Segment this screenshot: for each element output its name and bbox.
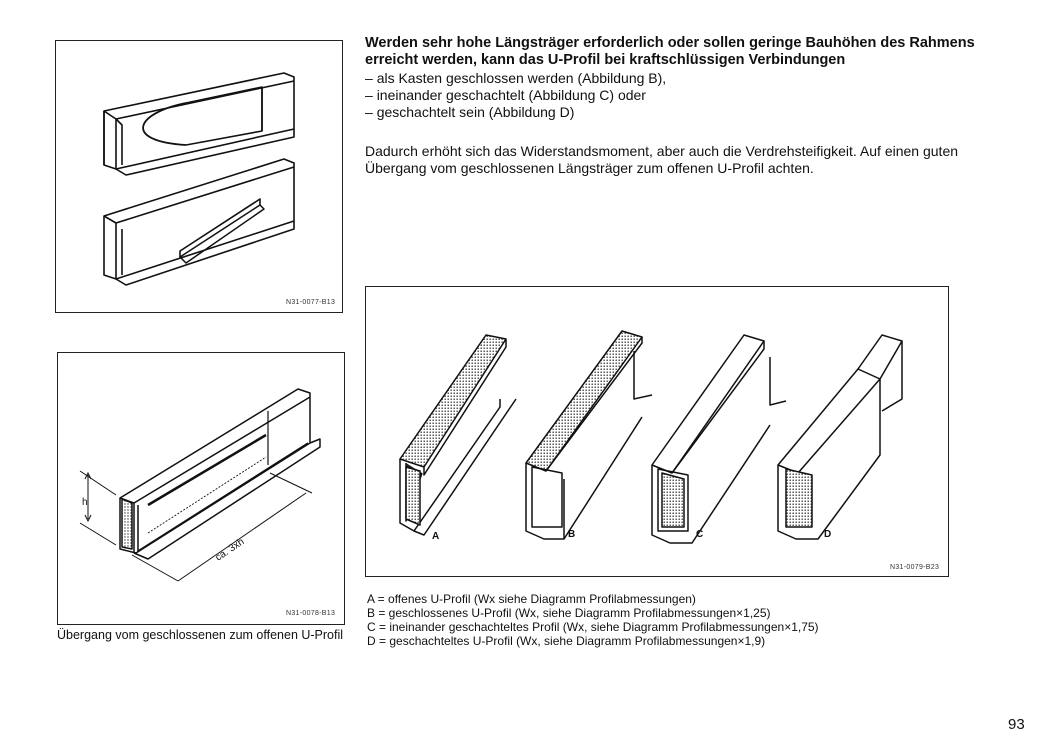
- profile-letter-c: C: [696, 529, 704, 540]
- dimension-h-label: h: [82, 497, 88, 508]
- profile-variants-illustration: [366, 287, 948, 576]
- figure-code: N31-0079-B23: [890, 564, 940, 571]
- legend-item: B = geschlossenes U-Profil (Wx, siehe Diagramm Profilabmessungen×1,25): [367, 606, 771, 620]
- profile-b: [526, 331, 652, 539]
- figure-bottom-left: [57, 352, 345, 625]
- figure-code: N31-0078-B13: [286, 610, 336, 617]
- figure-code: N31-0077-B13: [286, 299, 336, 306]
- figure-top-left: [55, 40, 343, 313]
- section-heading: Werden sehr hohe Längsträger erforderlich oder sollen geringe Bauhöhen des Rahmens erreicht werden, kann das U-Profil bei kraftschlüssigen Verbindungen: [365, 35, 975, 68]
- legend-item: A = offenes U-Profil (Wx siehe Diagramm Profilabmessungen): [367, 592, 696, 606]
- profile-c: [652, 335, 786, 543]
- figure-legend: [367, 592, 987, 648]
- profile-letter-d: D: [824, 529, 832, 540]
- page-number: 93: [1008, 716, 1025, 733]
- bullet-list: [365, 70, 1025, 121]
- profile-d: [778, 335, 902, 539]
- list-item: – ineinander geschachtelt (Abbildung C) oder: [365, 87, 1025, 104]
- body-paragraph: Dadurch erhöht sich das Widerstandsmoment, aber auch die Verdrehsteifigkeit. Auf einen guten Übergang vom geschlossenen Längsträger zum offenen U-Profil achten.: [365, 143, 959, 176]
- figure-right: [365, 286, 949, 577]
- dimension-length-label: ca. 3xh: [213, 536, 247, 564]
- list-item: – geschachtelt sein (Abbildung D): [365, 104, 1025, 121]
- figure-caption: Übergang vom geschlossenen zum offenen U-Profil: [57, 628, 344, 642]
- legend-item: D = geschachteltes U-Profil (Wx, siehe Diagramm Profilabmessungen×1,9): [367, 634, 766, 648]
- profile-letter-b: B: [568, 529, 576, 540]
- profile-a: [400, 335, 516, 535]
- legend-item: C = ineinander geschachteltes Profil (Wx, siehe Diagramm Profilabmessungen×1,75): [367, 620, 819, 634]
- transition-dimension-illustration: [58, 353, 344, 624]
- profile-letter-a: A: [432, 531, 440, 542]
- list-item: – als Kasten geschlossen werden (Abbildung B),: [365, 70, 1025, 87]
- u-profile-transition-illustration: [56, 41, 342, 312]
